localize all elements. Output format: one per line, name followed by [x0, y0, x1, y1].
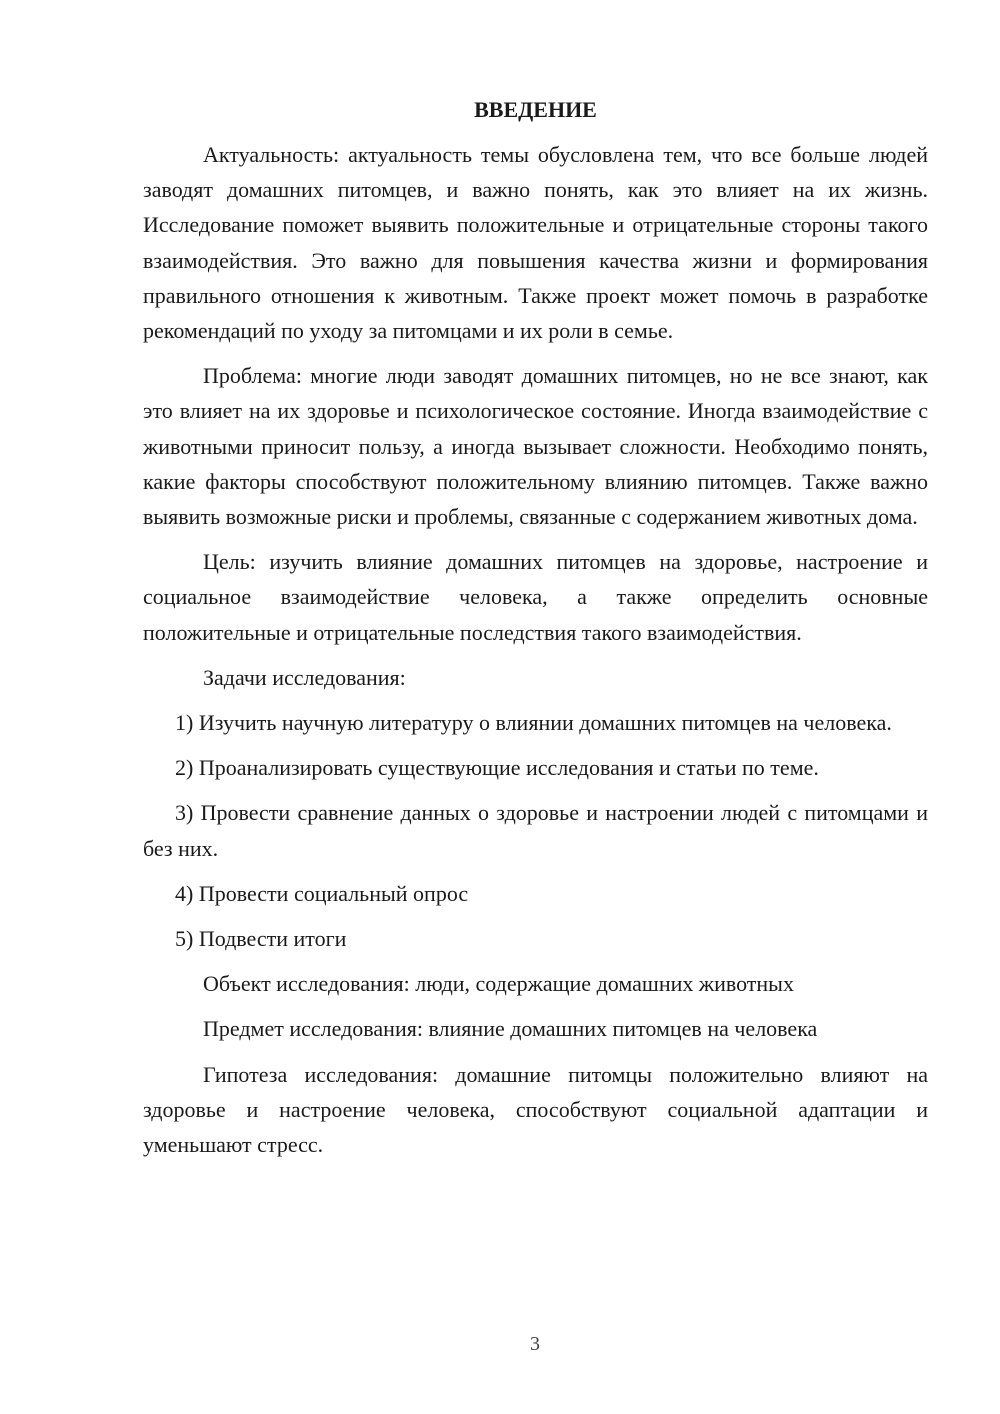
research-object: Объект исследования: люди, содержащие домашних животных	[203, 971, 794, 997]
tasks-heading: Задачи исследования:	[203, 664, 406, 690]
document-page	[143, 95, 928, 1172]
research-subject: Предмет исследования: влияние домашних питомцев на человека	[203, 1016, 818, 1042]
task-item-2: 2) Проанализировать существующие исследования и статьи по теме.	[175, 755, 819, 781]
problem-paragraph: Проблема: многие люди заводят домашних питомцев, но не все знают, как это влияет на их здоровье и психологическое состояние. Иногда взаимодействие с животными приносит пользу, а иногда вызывает сложности. Необходимо понять, какие факторы способствуют положительному влиянию питомцев. Также важно выявить возможные риски и проблемы, связанные с содержанием животных дома.	[143, 363, 928, 530]
research-hypothesis: Гипотеза исследования: домашние питомцы положительно влияют на здоровье и настроение человека, способствуют социальной адаптации и уменьшают стресс.	[143, 1061, 928, 1158]
task-item-3: 3) Провести сравнение данных о здоровье и настроении людей с питомцами и без них.	[143, 800, 928, 861]
task-item-5: 5) Подвести итоги	[175, 926, 347, 952]
task-item-1: 1) Изучить научную литературу о влиянии домашних питомцев на человека.	[175, 710, 892, 736]
page-number: 3	[530, 1333, 540, 1355]
task-item-4: 4) Провести социальный опрос	[175, 880, 469, 906]
page-title: ВВЕДЕНИЕ	[474, 97, 597, 122]
goal-paragraph: Цель: изучить влияние домашних питомцев на здоровье, настроение и социальное взаимодействие человека, а также определить основные положительные и отрицательные последствия такого взаимодействия.	[143, 549, 928, 645]
relevance-paragraph: Актуальность: актуальность темы обусловлена тем, что все больше людей заводят домашних питомцев, и важно понять, как это влияет на их жизнь. Исследование поможет выявить положительные и отрицательные стороны такого взаимодействия. Это важно для повышения качества жизни и формирования правильного отношения к животным. Также проект может помочь в разработке рекомендаций по уходу за питомцами и их роли в семье.	[143, 142, 928, 344]
